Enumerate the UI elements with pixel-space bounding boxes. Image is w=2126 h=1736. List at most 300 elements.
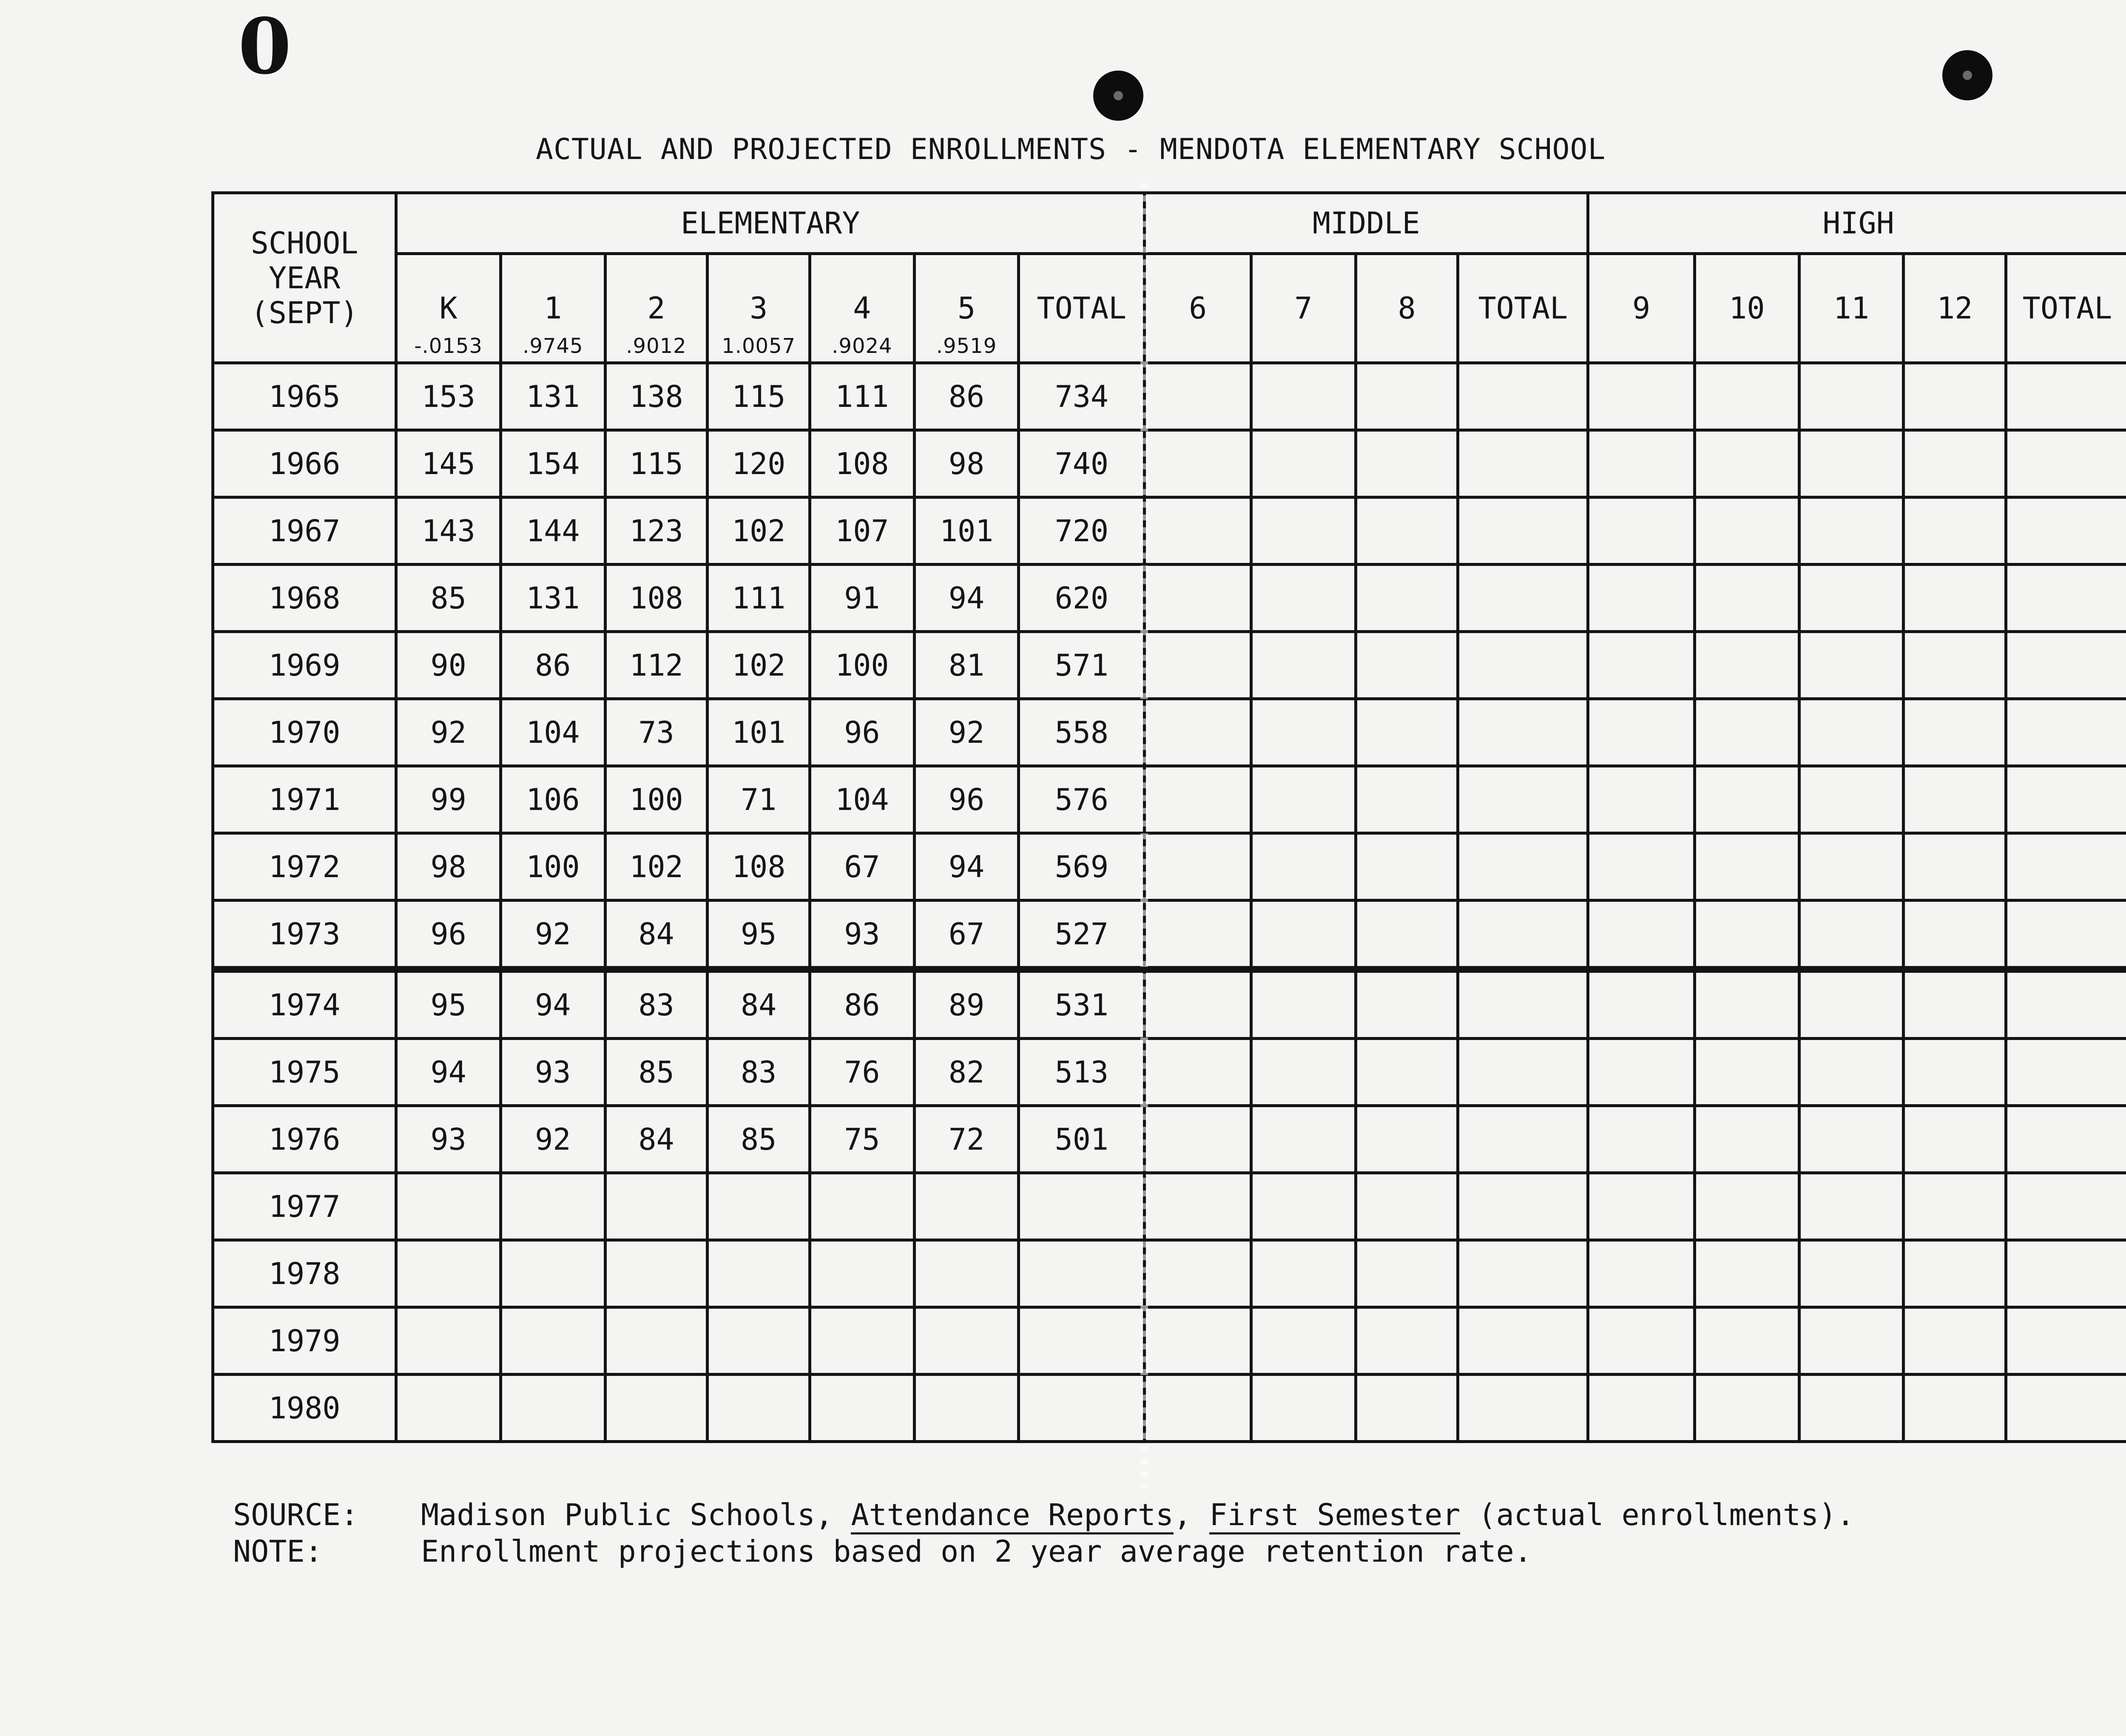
enrollment-cell — [1145, 969, 1251, 1039]
enrollment-cell — [1356, 1240, 1458, 1307]
enrollment-cell — [1799, 1375, 1904, 1442]
enrollment-cell: 620 — [1019, 565, 1145, 632]
enrollment-cell — [1356, 1375, 1458, 1442]
enrollment-cell: 83 — [708, 1039, 810, 1106]
enrollment-cell — [1799, 833, 1904, 901]
grade-label: 11 — [1833, 291, 1870, 326]
enrollment-cell — [1904, 766, 2006, 833]
enrollment-cell — [1019, 1375, 1145, 1442]
year-header-line: SCHOOL — [250, 225, 358, 261]
enrollment-cell — [1356, 1307, 1458, 1375]
enrollment-cell — [2006, 1106, 2126, 1173]
enrollment-cell — [1904, 1039, 2006, 1106]
enrollment-cell — [1799, 497, 1904, 565]
enrollment-cell: 67 — [810, 833, 915, 901]
enrollment-cell — [1694, 699, 1799, 766]
enrollment-cell: 527 — [1019, 901, 1145, 970]
enrollment-cell — [2006, 766, 2126, 833]
fold-crease — [1140, 183, 1148, 1488]
enrollment-cell — [500, 1173, 605, 1240]
enrollment-cell: 92 — [500, 1106, 605, 1173]
enrollment-cell — [500, 1375, 605, 1442]
enrollment-cell — [1356, 1039, 1458, 1106]
enrollment-cell: 75 — [810, 1106, 915, 1173]
enrollment-cell — [2006, 1240, 2126, 1307]
enrollment-cell — [1251, 632, 1356, 699]
enrollment-cell — [1356, 1173, 1458, 1240]
enrollment-cell — [605, 1307, 708, 1375]
enrollment-cell: 98 — [396, 833, 501, 901]
enrollment-cell — [1588, 430, 1695, 497]
enrollment-cell — [1799, 901, 1904, 970]
enrollment-cell: 96 — [810, 699, 915, 766]
enrollment-cell — [1145, 497, 1251, 565]
enrollment-cell: 569 — [1019, 833, 1145, 901]
enrollment-cell — [1588, 901, 1695, 970]
enrollment-cell — [1799, 632, 1904, 699]
school-year-cell: 1975 — [213, 1039, 396, 1106]
school-year-cell: 1980 — [213, 1375, 396, 1442]
note-label: NOTE: — [233, 1534, 323, 1569]
grade-label: 1 — [544, 291, 562, 326]
enrollment-cell — [1588, 1173, 1695, 1240]
enrollment-cell — [1904, 1307, 2006, 1375]
enrollment-cell — [2006, 1375, 2126, 1442]
school-year-cell: 1977 — [213, 1173, 396, 1240]
enrollment-cell: 131 — [500, 363, 605, 430]
school-year-cell: 1965 — [213, 363, 396, 430]
enrollment-cell — [1356, 833, 1458, 901]
enrollment-cell — [1588, 699, 1695, 766]
enrollment-cell: 558 — [1019, 699, 1145, 766]
enrollment-cell: 92 — [500, 901, 605, 970]
enrollment-cell — [1356, 699, 1458, 766]
enrollment-cell — [1145, 363, 1251, 430]
enrollment-cell — [708, 1375, 810, 1442]
grade-label: 9 — [1632, 291, 1651, 326]
enrollment-cell — [1588, 363, 1695, 430]
enrollment-cell — [1904, 901, 2006, 970]
page-mark: 0 — [238, 2, 292, 91]
enrollment-table — [211, 191, 2126, 1443]
enrollment-cell — [1145, 430, 1251, 497]
enrollment-cell: 85 — [396, 565, 501, 632]
enrollment-cell: 83 — [605, 969, 708, 1039]
enrollment-cell: 89 — [914, 969, 1019, 1039]
table-row — [213, 1240, 2126, 1307]
enrollment-cell: 102 — [605, 833, 708, 901]
enrollment-cell — [1458, 1039, 1588, 1106]
enrollment-cell — [1904, 1375, 2006, 1442]
enrollment-cell — [1356, 901, 1458, 970]
enrollment-cell — [2006, 1039, 2126, 1106]
enrollment-cell: 92 — [914, 699, 1019, 766]
enrollment-cell: 111 — [708, 565, 810, 632]
school-year-cell: 1976 — [213, 1106, 396, 1173]
enrollment-cell — [1904, 1173, 2006, 1240]
grade-header — [810, 254, 915, 363]
enrollment-cell: 96 — [914, 766, 1019, 833]
enrollment-cell — [1694, 1173, 1799, 1240]
enrollment-cell — [1588, 632, 1695, 699]
enrollment-cell — [1904, 632, 2006, 699]
table-row — [213, 766, 2126, 833]
source-separator: , — [1174, 1497, 1210, 1532]
table-row — [213, 430, 2126, 497]
table-row — [213, 1375, 2126, 1442]
enrollment-cell — [1458, 363, 1588, 430]
enrollment-cell: 96 — [396, 901, 501, 970]
grade-header — [1799, 254, 1904, 363]
enrollment-cell — [1458, 699, 1588, 766]
enrollment-cell — [1588, 565, 1695, 632]
school-year-cell: 1970 — [213, 699, 396, 766]
enrollment-cell: 73 — [605, 699, 708, 766]
note-suffix: year average retention rate. — [1012, 1534, 1532, 1569]
enrollment-cell — [1799, 1240, 1904, 1307]
enrollment-cell — [1356, 766, 1458, 833]
enrollment-cell — [1019, 1173, 1145, 1240]
note-text: Enrollment projections based on — [421, 1534, 995, 1569]
enrollment-cell — [1356, 969, 1458, 1039]
source-semester: First Semester — [1209, 1497, 1460, 1534]
enrollment-cell — [1145, 901, 1251, 970]
enrollment-cell — [1145, 1240, 1251, 1307]
enrollment-cell — [1799, 1039, 1904, 1106]
enrollment-cell: 153 — [396, 363, 501, 430]
enrollment-cell — [2006, 363, 2126, 430]
enrollment-cell — [1799, 1106, 1904, 1173]
enrollment-cell: 720 — [1019, 497, 1145, 565]
table-row — [213, 565, 2126, 632]
enrollment-cell — [1251, 565, 1356, 632]
enrollment-cell — [605, 1173, 708, 1240]
enrollment-cell — [810, 1307, 915, 1375]
enrollment-cell: 740 — [1019, 430, 1145, 497]
grade-label: 5 — [957, 291, 976, 326]
enrollment-cell — [1251, 901, 1356, 970]
enrollment-cell — [1588, 1307, 1695, 1375]
enrollment-cell — [810, 1240, 915, 1307]
enrollment-cell — [1145, 1375, 1251, 1442]
table-row — [213, 1173, 2126, 1240]
enrollment-cell — [396, 1173, 501, 1240]
enrollment-cell: 98 — [914, 430, 1019, 497]
enrollment-cell — [1588, 766, 1695, 833]
enrollment-cell — [914, 1307, 1019, 1375]
school-year-cell: 1972 — [213, 833, 396, 901]
note-line — [233, 1533, 1855, 1570]
enrollment-cell — [1799, 363, 1904, 430]
enrollment-cell: 102 — [708, 497, 810, 565]
enrollment-cell — [1356, 430, 1458, 497]
enrollment-cell: 86 — [500, 632, 605, 699]
grade-header — [396, 254, 501, 363]
grade-label: 6 — [1189, 291, 1207, 326]
enrollment-cell: 93 — [500, 1039, 605, 1106]
table-row — [213, 699, 2126, 766]
grade-header — [1694, 254, 1799, 363]
enrollment-cell: 94 — [500, 969, 605, 1039]
enrollment-cell — [914, 1375, 1019, 1442]
grade-header — [1458, 254, 1588, 363]
enrollment-cell: 85 — [708, 1106, 810, 1173]
punch-hole-left — [1093, 71, 1143, 121]
table-row — [213, 1039, 2126, 1106]
enrollment-cell — [2006, 901, 2126, 970]
source-text: Madison Public Schools, — [421, 1497, 851, 1532]
enrollment-cell: 81 — [914, 632, 1019, 699]
enrollment-cell — [708, 1307, 810, 1375]
enrollment-cell — [1145, 1039, 1251, 1106]
enrollment-cell: 72 — [914, 1106, 1019, 1173]
school-year-cell: 1973 — [213, 901, 396, 970]
enrollment-cell: 90 — [396, 632, 501, 699]
high-group-header: HIGH — [1588, 193, 2126, 254]
enrollment-cell — [1458, 1173, 1588, 1240]
enrollment-cell — [1694, 1106, 1799, 1173]
enrollment-cell — [500, 1307, 605, 1375]
enrollment-cell: 144 — [500, 497, 605, 565]
enrollment-cell — [2006, 497, 2126, 565]
enrollment-cell — [1904, 1106, 2006, 1173]
enrollment-cell — [1458, 1240, 1588, 1307]
enrollment-cell: 111 — [810, 363, 915, 430]
enrollment-cell — [1145, 699, 1251, 766]
enrollment-cell: 86 — [914, 363, 1019, 430]
enrollment-cell — [2006, 1307, 2126, 1375]
enrollment-cell: 95 — [708, 901, 810, 970]
enrollment-cell: 91 — [810, 565, 915, 632]
enrollment-cell — [1251, 1173, 1356, 1240]
retention-rate: -.0153 — [414, 334, 483, 358]
enrollment-cell — [1458, 1106, 1588, 1173]
grade-label: 8 — [1398, 291, 1416, 326]
enrollment-cell — [1588, 497, 1695, 565]
enrollment-cell: 85 — [605, 1039, 708, 1106]
enrollment-cell: 84 — [605, 1106, 708, 1173]
enrollment-cell — [1694, 1307, 1799, 1375]
punch-hole-right — [1942, 50, 1992, 100]
enrollment-cell — [1694, 497, 1799, 565]
enrollment-cell — [396, 1375, 501, 1442]
grade-label: 2 — [647, 291, 665, 326]
enrollment-cell — [1588, 1375, 1695, 1442]
enrollment-cell: 67 — [914, 901, 1019, 970]
enrollment-cell: 123 — [605, 497, 708, 565]
grade-header — [1145, 254, 1251, 363]
enrollment-cell — [1019, 1307, 1145, 1375]
enrollment-cell — [1458, 901, 1588, 970]
retention-rate: .9012 — [626, 334, 687, 358]
enrollment-cell — [1458, 969, 1588, 1039]
enrollment-cell — [1356, 632, 1458, 699]
enrollment-cell — [1799, 1307, 1904, 1375]
enrollment-cell: 95 — [396, 969, 501, 1039]
enrollment-cell — [1458, 1307, 1588, 1375]
enrollment-cell — [1588, 1106, 1695, 1173]
grade-header — [1588, 254, 1695, 363]
enrollment-cell — [1904, 969, 2006, 1039]
enrollment-cell — [1251, 430, 1356, 497]
enrollment-cell: 143 — [396, 497, 501, 565]
enrollment-cell — [1458, 632, 1588, 699]
enrollment-cell: 112 — [605, 632, 708, 699]
enrollment-cell: 76 — [810, 1039, 915, 1106]
grade-label: 12 — [1937, 291, 1973, 326]
grade-label: 3 — [750, 291, 768, 326]
grade-label: TOTAL — [1478, 291, 1568, 326]
enrollment-cell — [1251, 1375, 1356, 1442]
enrollment-cell — [810, 1173, 915, 1240]
enrollment-cell — [1251, 497, 1356, 565]
enrollment-cell: 106 — [500, 766, 605, 833]
elementary-group-header: ELEMENTARY — [396, 193, 1145, 254]
retention-rate: .9745 — [523, 334, 583, 358]
enrollment-cell — [1458, 497, 1588, 565]
grade-header — [1904, 254, 2006, 363]
enrollment-cell — [1694, 969, 1799, 1039]
enrollment-cell — [1904, 833, 2006, 901]
table-row — [213, 497, 2126, 565]
enrollment-cell — [1694, 766, 1799, 833]
school-year-cell: 1968 — [213, 565, 396, 632]
retention-rate: .9024 — [832, 334, 892, 358]
enrollment-cell — [1145, 1173, 1251, 1240]
enrollment-cell: 131 — [500, 565, 605, 632]
enrollment-cell — [2006, 1173, 2126, 1240]
enrollment-cell — [2006, 969, 2126, 1039]
enrollment-cell: 101 — [708, 699, 810, 766]
school-year-cell: 1978 — [213, 1240, 396, 1307]
table-row — [213, 1106, 2126, 1173]
enrollment-cell — [1251, 699, 1356, 766]
enrollment-cell — [708, 1240, 810, 1307]
enrollment-cell — [1356, 497, 1458, 565]
table-row — [213, 833, 2126, 901]
source-line — [233, 1497, 1855, 1533]
enrollment-cell — [914, 1240, 1019, 1307]
enrollment-cell — [1799, 766, 1904, 833]
enrollment-cell — [1588, 1039, 1695, 1106]
enrollment-cell — [396, 1240, 501, 1307]
enrollment-cell — [605, 1240, 708, 1307]
enrollment-cell — [1799, 699, 1904, 766]
enrollment-cell — [1251, 1240, 1356, 1307]
enrollment-cell: 571 — [1019, 632, 1145, 699]
enrollment-cell — [605, 1375, 708, 1442]
enrollment-cell: 104 — [500, 699, 605, 766]
enrollment-cell — [708, 1173, 810, 1240]
grade-header — [605, 254, 708, 363]
enrollment-cell: 138 — [605, 363, 708, 430]
year-header-line: YEAR — [268, 260, 341, 295]
enrollment-cell — [1694, 430, 1799, 497]
enrollment-cell — [1356, 565, 1458, 632]
enrollment-cell — [1251, 363, 1356, 430]
school-year-cell: 1969 — [213, 632, 396, 699]
enrollment-cell: 734 — [1019, 363, 1145, 430]
enrollment-cell — [1145, 766, 1251, 833]
enrollment-cell: 84 — [605, 901, 708, 970]
grade-header — [2006, 254, 2126, 363]
enrollment-cell: 104 — [810, 766, 915, 833]
enrollment-cell — [1145, 565, 1251, 632]
school-year-cell: 1967 — [213, 497, 396, 565]
enrollment-cell — [2006, 430, 2126, 497]
enrollment-cell: 115 — [708, 363, 810, 430]
enrollment-cell — [1904, 430, 2006, 497]
enrollment-cell — [500, 1240, 605, 1307]
grade-header — [914, 254, 1019, 363]
grade-header — [1019, 254, 1145, 363]
retention-rate: .9519 — [936, 334, 997, 358]
enrollment-cell — [1145, 1307, 1251, 1375]
table-row — [213, 901, 2126, 970]
source-label: SOURCE: — [233, 1497, 359, 1532]
enrollment-cell — [1904, 565, 2006, 632]
enrollment-cell: 108 — [810, 430, 915, 497]
document-title: ACTUAL AND PROJECTED ENROLLMENTS - MENDOTA ELEMENTARY SCHOOL — [536, 133, 1606, 166]
year-header-line: (SEPT) — [250, 295, 358, 330]
enrollment-cell — [1145, 833, 1251, 901]
table-row — [213, 1307, 2126, 1375]
school-year-header — [213, 193, 396, 363]
grade-label: K — [439, 291, 458, 326]
enrollment-cell — [1694, 363, 1799, 430]
enrollment-cell — [1694, 632, 1799, 699]
enrollment-cell: 101 — [914, 497, 1019, 565]
enrollment-cell: 108 — [605, 565, 708, 632]
enrollment-cell — [1904, 699, 2006, 766]
enrollment-cell — [1588, 969, 1695, 1039]
enrollment-cell: 115 — [605, 430, 708, 497]
enrollment-cell: 71 — [708, 766, 810, 833]
enrollment-cell — [1799, 1173, 1904, 1240]
grade-label: 10 — [1729, 291, 1765, 326]
grade-label: TOTAL — [2022, 291, 2112, 326]
enrollment-cell — [1251, 1039, 1356, 1106]
enrollment-cell — [1904, 1240, 2006, 1307]
table-row — [213, 969, 2126, 1039]
grade-label: TOTAL — [1037, 291, 1127, 326]
enrollment-cell — [1799, 430, 1904, 497]
grade-header — [500, 254, 605, 363]
enrollment-cell — [1458, 565, 1588, 632]
enrollment-cell: 531 — [1019, 969, 1145, 1039]
grade-header — [1251, 254, 1356, 363]
retention-rate: 1.0057 — [722, 334, 796, 358]
enrollment-cell — [1694, 1375, 1799, 1442]
enrollment-cell — [1458, 833, 1588, 901]
enrollment-cell — [1458, 1375, 1588, 1442]
enrollment-cell — [1694, 1240, 1799, 1307]
enrollment-cell — [1458, 430, 1588, 497]
enrollment-cell — [1251, 1106, 1356, 1173]
table-row — [213, 632, 2126, 699]
enrollment-cell — [2006, 632, 2126, 699]
enrollment-cell: 108 — [708, 833, 810, 901]
enrollment-cell — [1145, 632, 1251, 699]
middle-group-header: MIDDLE — [1145, 193, 1588, 254]
enrollment-cell: 99 — [396, 766, 501, 833]
enrollment-cell: 82 — [914, 1039, 1019, 1106]
school-year-cell: 1971 — [213, 766, 396, 833]
enrollment-cell — [1356, 363, 1458, 430]
enrollment-cell: 94 — [914, 565, 1019, 632]
enrollment-cell — [2006, 699, 2126, 766]
enrollment-cell — [2006, 833, 2126, 901]
